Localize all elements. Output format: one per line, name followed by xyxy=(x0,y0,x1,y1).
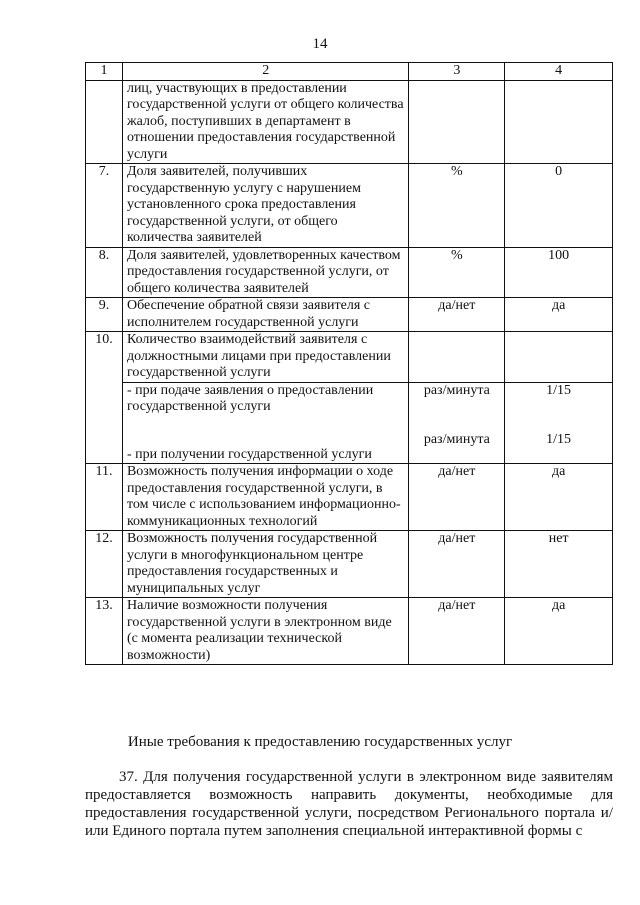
row-value: да xyxy=(505,298,613,332)
row-text: Возможность получения информации о ходе предоставления государственной услуги, в том числе с использованием информационно-коммуникационных технологий xyxy=(122,464,408,531)
table-row xyxy=(86,598,613,665)
table-row xyxy=(86,298,613,332)
row-number: 11. xyxy=(86,464,123,531)
row-number: 8. xyxy=(86,247,123,298)
row-number: 7. xyxy=(86,164,123,248)
row-unit: да/нет xyxy=(409,531,505,598)
row-text: Наличие возможности получения государственной услуги в электронном виде (с момента реализации технической возможности) xyxy=(122,598,408,665)
row-unit: % xyxy=(409,247,505,298)
row-value xyxy=(505,332,613,383)
body-paragraph: 37. Для получения государственной услуги в электронном виде заявителям предоставляется возможность направить документы, необходимые для предоставления государственной услуги, посредством Регионального портала и/или Единого портала путем заполнения специальной интерактивной формы с xyxy=(85,769,613,839)
header-cell: 2 xyxy=(122,63,408,81)
table-row xyxy=(86,531,613,598)
table-subrow xyxy=(86,382,613,464)
row-unit: да/нет xyxy=(409,598,505,665)
subitem-unit: раз/минута xyxy=(423,432,490,447)
row-number: 13. xyxy=(86,598,123,665)
row-unit xyxy=(409,332,505,383)
subitem-value: 1/15 xyxy=(546,432,572,447)
row-value: 100 xyxy=(505,247,613,298)
continuation-text: лиц, участвующих в предоставлении государственной услуги от общего количества жалоб, поступивших в департамент в отношении предоставления государственной услуги xyxy=(122,80,408,164)
row-text: Возможность получения государственной услуги в многофункциональном центре предоставления государственных и муниципальных услуг xyxy=(122,531,408,598)
subitem-value: 1/15 xyxy=(546,382,572,398)
row-value: 0 xyxy=(505,164,613,248)
row-number: 10. xyxy=(86,332,123,464)
row-unit: % xyxy=(409,164,505,248)
row-value: да xyxy=(505,598,613,665)
row-unit: да/нет xyxy=(409,298,505,332)
header-cell: 4 xyxy=(505,63,613,81)
row-value: нет xyxy=(505,531,613,598)
row-number: 12. xyxy=(86,531,123,598)
table-row xyxy=(86,464,613,531)
table-row xyxy=(86,80,613,164)
table-row xyxy=(86,247,613,298)
table-header-row xyxy=(86,63,613,81)
header-cell: 1 xyxy=(86,63,123,81)
row-unit: да/нет xyxy=(409,464,505,531)
subitem-unit: раз/минута xyxy=(423,382,490,398)
header-cell: 3 xyxy=(409,63,505,81)
indicators-table xyxy=(85,62,613,665)
row-number: 9. xyxy=(86,298,123,332)
row-text: Обеспечение обратной связи заявителя с исполнителем государственной услуги xyxy=(122,298,408,332)
row-text: Количество взаимодействий заявителя с должностными лицами при предоставлении государственной услуги xyxy=(122,332,408,383)
table-row xyxy=(86,164,613,248)
table-row xyxy=(86,332,613,383)
subitem-text: - при подаче заявления о предоставлении государственной услуги xyxy=(126,382,374,414)
page-number: 14 xyxy=(312,36,328,52)
row-text: Доля заявителей, получивших государственную услугу с нарушением установленного срока предоставления государственной услуги, от общего количества заявителей xyxy=(122,164,408,248)
row-value: да xyxy=(505,464,613,531)
subitem-text: - при получении государственной услуги xyxy=(126,446,372,462)
row-text: Доля заявителей, удовлетворенных качеством предоставления государственной услуги, от общего количества заявителей xyxy=(122,247,408,298)
section-heading: Иные требования к предоставлению государственных услуг xyxy=(127,734,513,750)
